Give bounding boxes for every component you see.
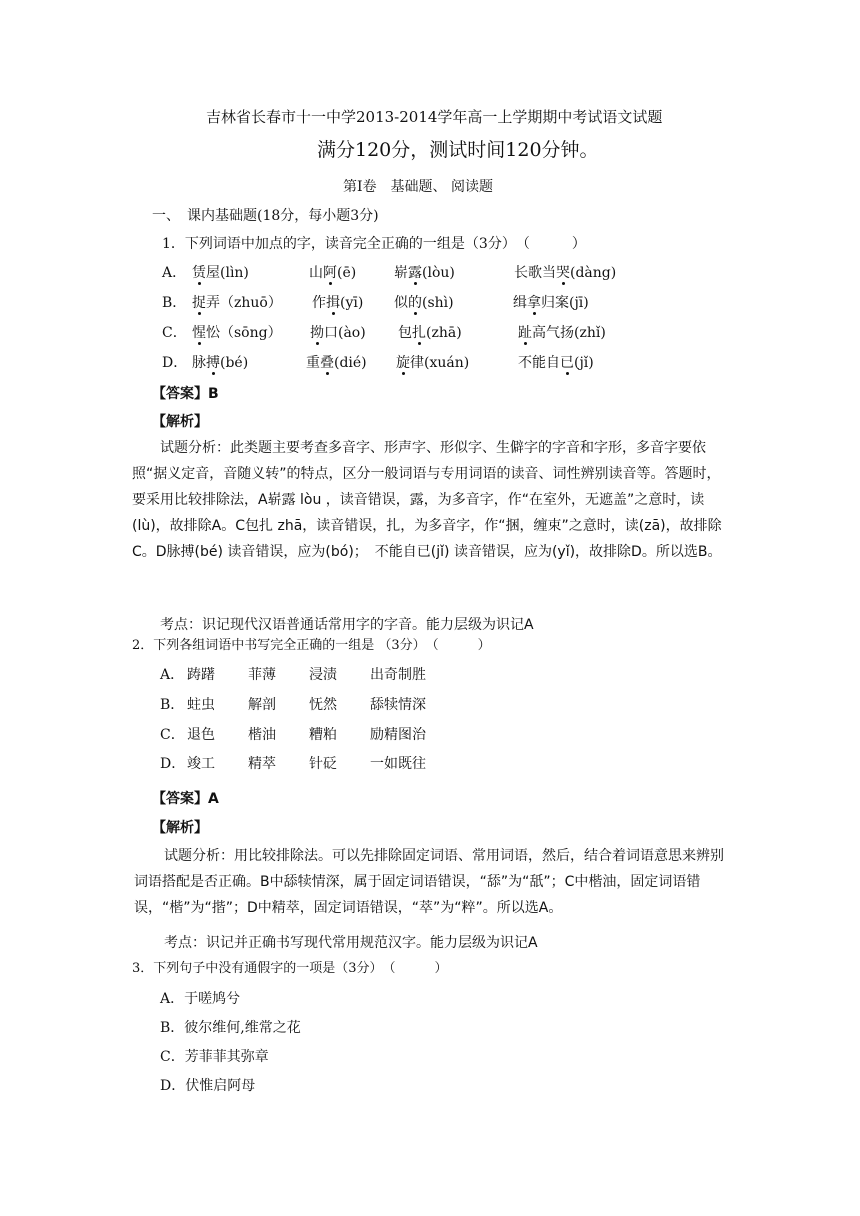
q2-d-word-2: 精萃 [248, 756, 276, 772]
q1-c-item-3: 包扎(zhā) [398, 325, 462, 341]
q2-a-word-3: 浸渍 [309, 667, 337, 683]
dotted-char: 哭 [556, 265, 570, 281]
q2-d-word-4: 一如既往 [370, 756, 426, 772]
q1-b-label: B． [162, 295, 187, 311]
q1-b-item-3: 似的(shì) [394, 295, 454, 311]
q1-d-label: D． [162, 355, 188, 371]
q1-analysis-text: 试题分析：此类题主要考查多音字、形声字、形似字、生僻字的字音和字形，多音字要依照“据义定音，音随义转”的特点，区分一般词语与专用词语的读音、词性辨别读音等。答题时，要采用比较排除法，A崭露 lòu ，读音错误，露，为多音字，作“在室外，无遮盖”之意时，读(lù)，故排除A。C包扎 zhā，读音错误，扎，为多音字，作“捆，缠束”之意时，读(zā)，故排除C。D脉搏(bé) 读音错误，应为(bó)； 不能自已(jǐ) 读音错误，应为(yǐ)，故排除D。所以选B。 [132, 440, 722, 560]
q1-c-item-4: 趾高气扬(zhǐ) [518, 325, 606, 341]
q2-c-word-1: 退色 [187, 727, 215, 743]
dotted-char: 趾 [518, 325, 532, 341]
q1-c-item-2: 拗口(ào) [310, 325, 366, 341]
dotted-char: 搏 [206, 355, 220, 371]
q2-d-word-3: 针砭 [309, 756, 337, 772]
exam-subtitle: 满分120分，测试时间120分钟。 [317, 139, 599, 161]
q2-c-word-4: 励精图治 [370, 727, 426, 743]
dotted-char: 阿 [323, 265, 337, 281]
q1-option-d [162, 352, 187, 372]
exam-title: 吉林省长春市十一中学2013-2014学年高一上学期期中考试语文试题 [206, 108, 663, 126]
q2-a-word-1: 踌躇 [187, 667, 215, 683]
q1-d-item-2: 重叠(dié) [306, 355, 367, 371]
q1-knowledge-point: 考点：识记现代汉语普通话常用字的字音。能力层级为识记A [160, 617, 534, 633]
q2-stem: 2．下列各组词语中书写完全正确的一组是 （3分） （ ） [132, 638, 491, 653]
q3-option-a: A．于嗟鸠兮 [160, 991, 241, 1007]
q2-c-word-2: 楷油 [248, 727, 276, 743]
q1-d-item-1: 脉搏(bé) [192, 355, 249, 371]
q2-option-a: A． [160, 667, 185, 683]
q2-c-word-3: 糟粕 [309, 727, 337, 743]
q2-a-word-2: 菲薄 [248, 667, 276, 683]
q1-d-item-3: 旋律(xuán) [396, 355, 470, 371]
dotted-char: 露 [408, 265, 422, 281]
q1-option-b [162, 292, 186, 312]
q2-knowledge-point: 考点：识记并正确书写现代常用规范汉字。能力层级为识记A [164, 935, 538, 951]
dotted-char: 旋 [396, 355, 410, 371]
section-heading: 第Ⅰ卷 基础题、 阅读题 [343, 179, 493, 195]
q2-b-word-1: 蛀虫 [187, 697, 215, 713]
dotted-char: 揖 [326, 295, 340, 311]
q1-option-a [162, 262, 186, 282]
q2-d-word-1: 竣工 [187, 756, 215, 772]
q1-c-item-1: 惺忪（sōng） [192, 325, 282, 341]
q1-c-label: C． [162, 325, 187, 341]
q1-b-item-1: 捉弄（zhuō） [192, 295, 282, 311]
q1-a-item-1: 赁屋(lìn) [192, 265, 249, 281]
q1-answer: 【答案】B [152, 386, 219, 402]
q2-option-d: D． [160, 756, 186, 772]
q1-a-item-2: 山阿(ē) [309, 265, 357, 281]
dotted-char: 已 [560, 355, 574, 371]
q1-d-item-4: 不能自已(jǐ) [518, 355, 594, 371]
q2-b-word-4: 舔犊情深 [370, 697, 426, 713]
q1-analysis-label: 【解析】 [152, 414, 208, 430]
q2-option-b: B． [160, 697, 185, 713]
dotted-char: 赁 [192, 265, 206, 281]
q1-b-item-4: 缉拿归案(jī) [513, 295, 589, 311]
q1-a-label: A． [162, 265, 187, 281]
q1-option-c [162, 322, 187, 342]
q3-option-b: B．彼尔维何,维常之花 [160, 1020, 301, 1036]
dotted-char: 捉 [192, 295, 206, 311]
dotted-char: 扎 [412, 325, 426, 341]
part-heading: 一、 课内基础题(18分，每小题3分) [152, 208, 379, 224]
dotted-char: 的 [408, 295, 422, 311]
q3-stem: 3．下列句子中没有通假字的一项是（3分） （ ） [132, 961, 448, 976]
dotted-char: 拗 [310, 325, 324, 341]
q1-stem: 1．下列词语中加点的字，读音完全正确的一组是（3分） （ ） [162, 236, 586, 252]
q1-b-item-2: 作揖(yī) [312, 295, 364, 311]
q1-a-item-3: 崭露(lòu) [394, 265, 455, 281]
q2-b-word-3: 怃然 [309, 697, 337, 713]
q2-analysis-text: 试题分析：用比较排除法。可以先排除固定词语、常用词语，然后，结合着词语意思来辨别词语搭配是否正确。B中舔犊情深，属于固定词语错误，“舔”为“舐”；C中楷油，固定词语错误，“楷”为“揩”；D中精萃，固定词语错误，“萃”为“粹”。所以选A。 [134, 848, 724, 916]
dotted-char: 叠 [320, 355, 334, 371]
q3-option-d: D．伏惟启阿母 [160, 1078, 256, 1094]
q1-a-item-4: 长歌当哭(dàng) [514, 265, 617, 281]
q2-a-word-4: 出奇制胜 [370, 667, 426, 683]
q3-option-c: C．芳菲菲其弥章 [160, 1049, 269, 1065]
q2-analysis-label: 【解析】 [152, 820, 208, 836]
q2-b-word-2: 解剖 [248, 697, 276, 713]
dotted-char: 惺 [192, 325, 206, 341]
q2-answer: 【答案】A [152, 791, 219, 807]
q2-option-c: C． [160, 727, 185, 743]
dotted-char: 拿 [527, 295, 541, 311]
